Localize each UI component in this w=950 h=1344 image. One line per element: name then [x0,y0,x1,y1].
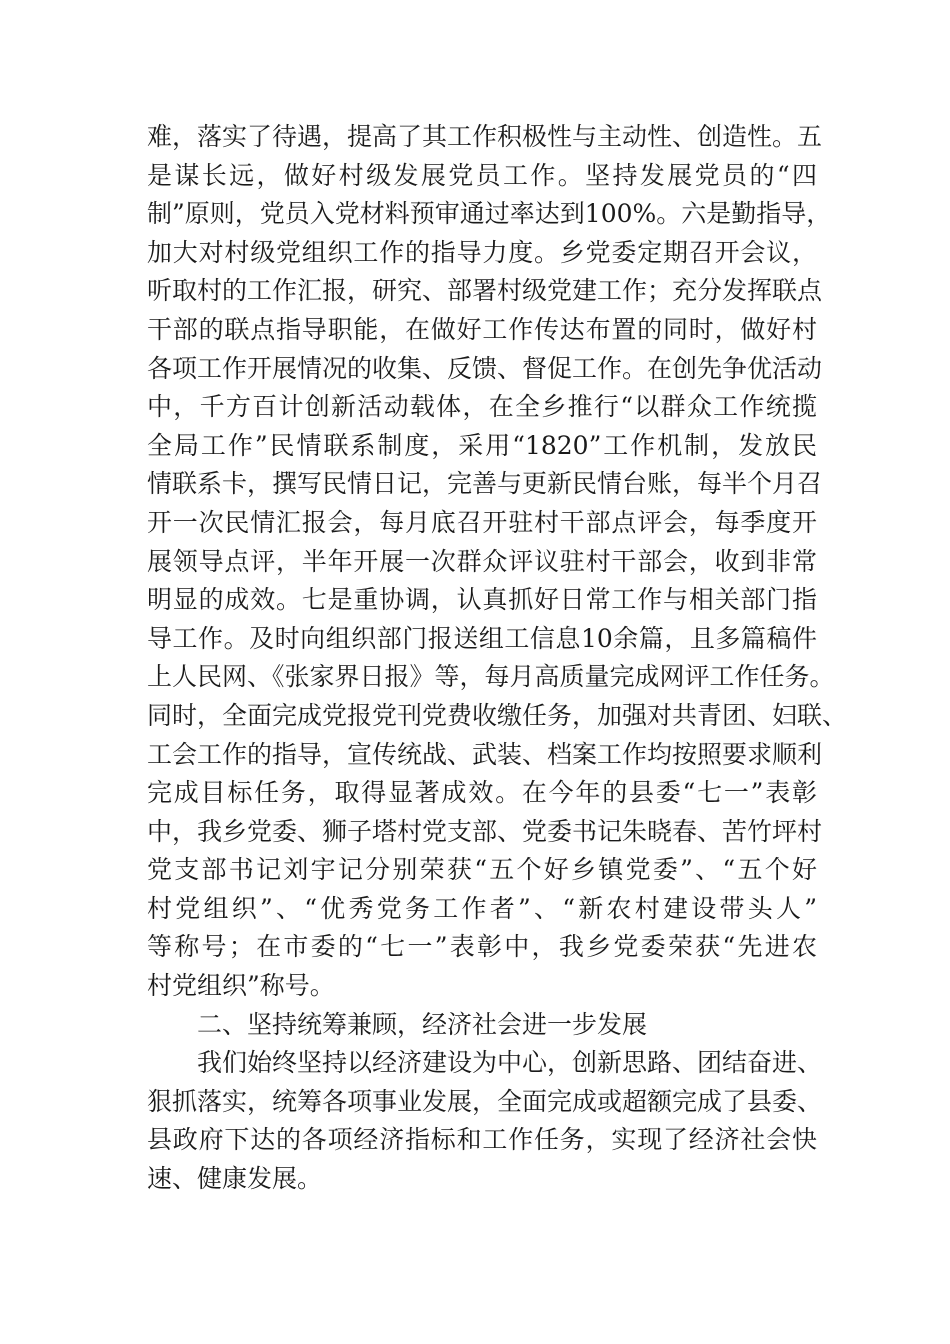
text-line: 中，千方百计创新活动载体，在全乡推行“以群众工作统揽 [147,392,817,422]
text-line: 全局工作”民情联系制度，采用“1820”工作机制，发放民 [147,430,817,460]
text-line: 是谋长远，做好村级发展党员工作。坚持发展党员的“四 [147,160,817,190]
text-line: 党支部书记刘宇记分别荣获“五个好乡镇党委”、“五个好 [147,855,817,885]
text-line: 上人民网、《张家界日报》等，每月高质量完成网评工作任务。 [147,662,835,692]
text-line: 村党组织”、“优秀党务工作者”、“新农村建设带头人” [147,893,817,923]
text-line: 各项工作开展情况的收集、反馈、督促工作。在创先争优活动 [147,353,823,383]
text-line: 开一次民情汇报会，每月底召开驻村干部点评会，每季度开 [147,507,817,537]
text-line: 制”原则，党员入党材料预审通过率达到100%。六是勤指导， [147,199,832,229]
text-line: 情联系卡，撰写民情日记，完善与更新民情台账，每半个月召 [147,469,823,499]
text-line: 等称号；在市委的“七一”表彰中，我乡党委荣获“先进农 [147,932,817,962]
text-line: 难，落实了待遇，提高了其工作积极性与主动性、创造性。五 [147,122,823,151]
body-text [147,118,848,1199]
text-line: 导工作。及时向组织部门报送组工信息10余篇，且多篇稿件 [147,623,817,653]
text-line: 加大对村级党组织工作的指导力度。乡党委定期召开会议， [147,237,817,267]
text-line: 二、坚持统筹兼顾，经济社会进一步发展 [197,1009,648,1039]
text-line: 中，我乡党委、狮子塔村党支部、党委书记朱晓春、苦竹坪村 [147,816,823,846]
text-line: 完成目标任务，取得显著成效。在今年的县委“七一”表彰 [147,778,817,808]
text-line: 展领导点评，半年开展一次群众评议驻村干部会，收到非常 [147,546,817,576]
text-line: 工会工作的指导，宣传统战、武装、档案工作均按照要求顺利 [147,739,823,769]
text-line: 明显的成效。七是重协调，认真抓好日常工作与相关部门指 [147,585,817,615]
text-line: 狠抓落实，统筹各项事业发展，全面完成或超额完成了县委、 [147,1086,823,1116]
text-line: 速、健康发展。 [147,1164,323,1194]
text-line: 干部的联点指导职能，在做好工作传达布置的同时，做好村 [147,314,817,344]
text-line: 听取村的工作汇报，研究、部署村级党建工作；充分发挥联点 [147,276,823,306]
text-line: 县政府下达的各项经济指标和工作任务，实现了经济社会快 [147,1125,817,1155]
text-line: 同时，全面完成党报党刊党费收缴任务，加强对共青团、妇联、 [147,700,848,730]
text-line: 村党组织”称号。 [147,971,335,1001]
text-line: 我们始终坚持以经济建设为中心，创新思路、团结奋进、 [197,1048,823,1078]
